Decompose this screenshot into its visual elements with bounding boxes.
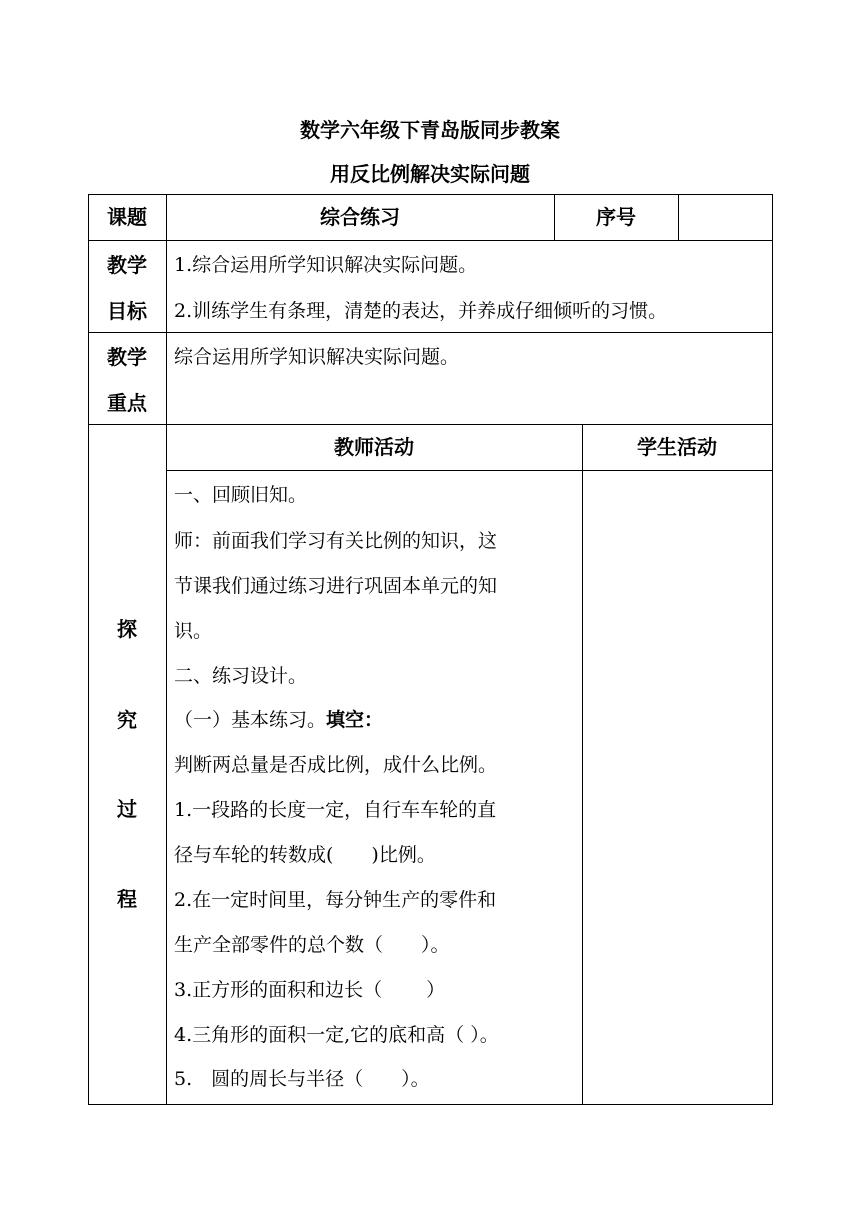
fill-blank-label: 填空： bbox=[326, 709, 384, 731]
teacher-line-14: 5. 圆的周长与半径（ ）。 bbox=[174, 1068, 430, 1090]
practice-heading: （一）基本练习。 bbox=[174, 709, 327, 731]
document-subtitle: 用反比例解决实际问题 bbox=[330, 162, 530, 186]
document-title: 数学六年级下青岛版同步教案 bbox=[300, 118, 560, 142]
goal-line-2: 2.训练学生有条理，清楚的表达，并养成仔细倾听的习惯。 bbox=[174, 300, 668, 322]
teacher-line-2: 师：前面我们学习有关比例的知识，这 bbox=[174, 530, 498, 552]
teacher-line-1: 一、回顾旧知。 bbox=[174, 484, 308, 506]
teacher-activity-header: 教师活动 bbox=[334, 435, 414, 459]
teacher-line-10: 2.在一定时间里，每分钟生产的零件和 bbox=[174, 889, 497, 911]
topic-value: 综合练习 bbox=[320, 205, 400, 229]
teacher-line-9: 径与车轮的转数成( )比例。 bbox=[174, 844, 436, 866]
goal-label-line1: 教学 bbox=[107, 253, 147, 277]
process-label-3: 过 bbox=[117, 797, 137, 821]
teacher-line-12: 3.正方形的面积和边长（ ） bbox=[174, 979, 446, 1001]
teacher-line-7: 判断两总量是否成比例，成什么比例。 bbox=[174, 754, 498, 776]
teacher-line-11: 生产全部零件的总个数（ ）。 bbox=[174, 934, 450, 956]
focus-line: 综合运用所学知识解决实际问题。 bbox=[174, 346, 460, 368]
sequence-label: 序号 bbox=[596, 205, 636, 229]
focus-label-line2: 重点 bbox=[107, 391, 147, 415]
student-activity-header: 学生活动 bbox=[637, 435, 717, 459]
process-label-4: 程 bbox=[117, 887, 137, 911]
teacher-line-3: 节课我们通过练习进行巩固本单元的知 bbox=[174, 575, 498, 597]
teacher-line-13: 4.三角形的面积一定,它的底和高（ ）。 bbox=[174, 1024, 499, 1046]
goal-line-1: 1.综合运用所学知识解决实际问题。 bbox=[174, 254, 478, 276]
topic-label: 课题 bbox=[107, 205, 147, 229]
teacher-line-4: 识。 bbox=[174, 620, 213, 642]
teacher-line-6 bbox=[174, 697, 578, 743]
process-label-2: 究 bbox=[117, 708, 137, 732]
focus-label-line1: 教学 bbox=[107, 345, 147, 369]
goal-label-line2: 目标 bbox=[107, 299, 147, 323]
teacher-line-8: 1.一段路的长度一定，自行车车轮的直 bbox=[174, 799, 497, 821]
process-label-1: 探 bbox=[117, 617, 137, 641]
teacher-line-5: 二、练习设计。 bbox=[174, 665, 308, 687]
